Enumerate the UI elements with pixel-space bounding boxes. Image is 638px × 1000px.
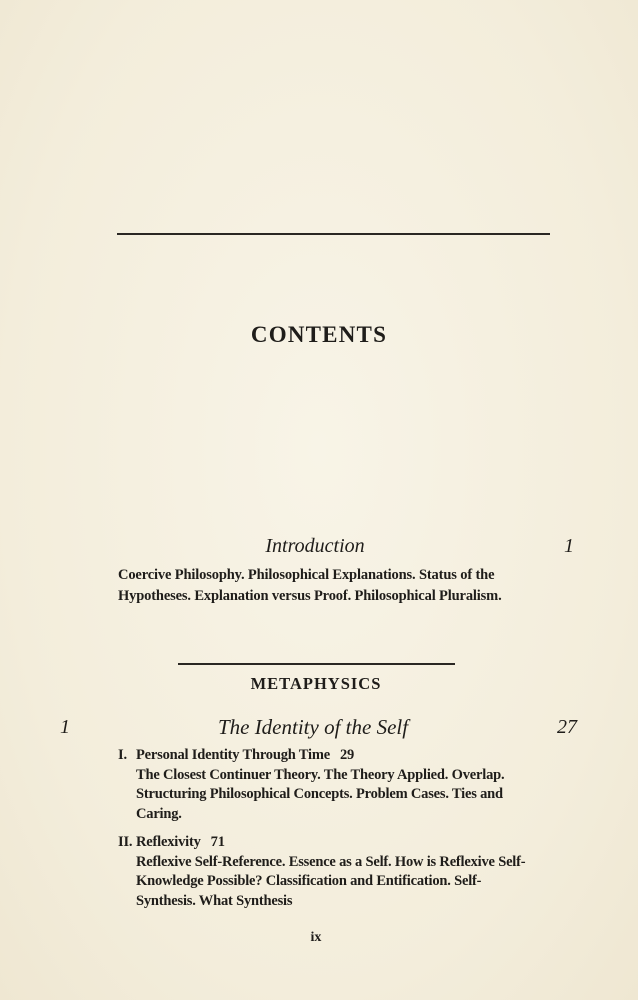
top-rule: [117, 233, 550, 235]
subsection-title: Reflexivity: [136, 834, 201, 850]
introduction-title: Introduction: [265, 535, 365, 557]
chapter-title: The Identity of the Self: [217, 715, 409, 739]
subsection-heading: [118, 746, 528, 766]
subsection-page-number: 71: [210, 834, 225, 850]
contents-title: CONTENTS: [250, 322, 388, 347]
subsection-entry: [118, 833, 528, 911]
chapter-page-number: 27: [557, 716, 577, 738]
subsection-description: Reflexive Self-Reference. Essence as a Self. How is Reflexive Self-Knowledge Possible? Classification and Entification. Self-Synthesis. What Synthesis: [136, 853, 526, 909]
introduction-page-number: 1: [564, 535, 574, 557]
subsection-title: Personal Identity Through Time: [136, 747, 330, 763]
section-rule: [178, 663, 455, 665]
chapter-number: 1: [60, 716, 70, 738]
subsection-heading: [118, 833, 528, 853]
subsection-entry: [118, 746, 528, 824]
subsection-numeral: II.: [118, 834, 133, 850]
introduction-description: Coercive Philosophy. Philosophical Explanations. Status of the Hypotheses. Explanation versus Proof. Philosophical Pluralism.: [118, 567, 502, 604]
subsection-numeral: I.: [118, 747, 127, 763]
section-heading: METAPHYSICS: [250, 674, 382, 693]
subsection-description: The Closest Continuer Theory. The Theory Applied. Overlap. Structuring Philosophical Concepts. Problem Cases. Ties and Caring.: [136, 766, 505, 822]
page-folio: ix: [310, 930, 322, 945]
subsection-page-number: 29: [339, 747, 355, 763]
